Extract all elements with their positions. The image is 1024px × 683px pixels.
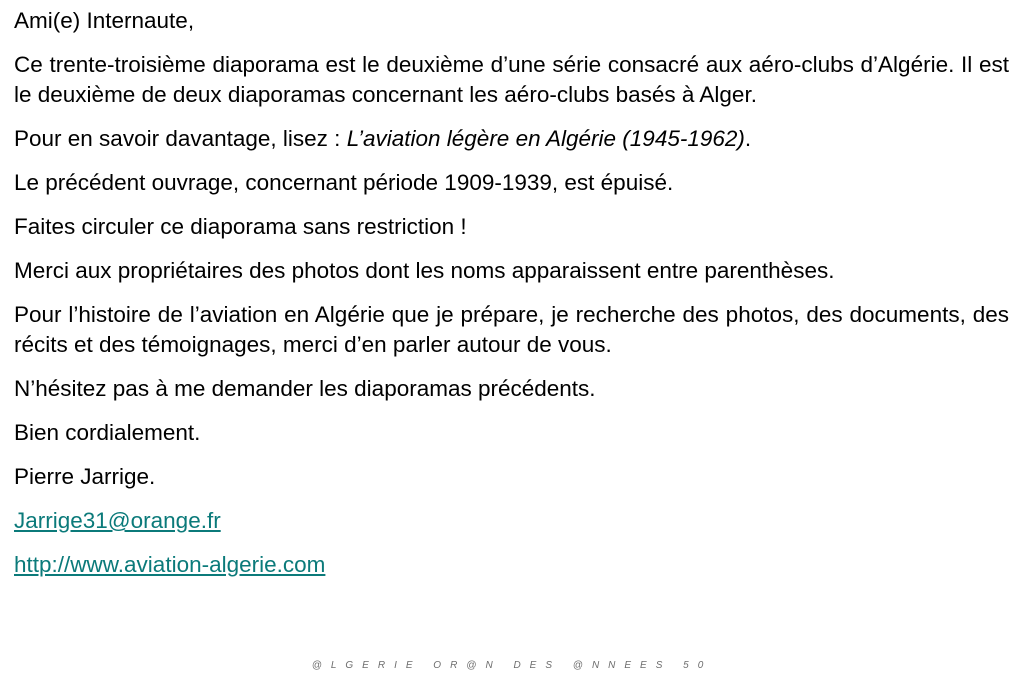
book-paragraph	[14, 124, 1009, 154]
signature: Pierre Jarrige.	[14, 464, 156, 489]
book-prefix: Pour en savoir davantage, lisez :	[14, 126, 347, 151]
website-link[interactable]: http://www.aviation-algerie.com	[14, 552, 326, 577]
footer-text: @LGERIE OR@N DES @NNEES 50	[311, 660, 713, 671]
closing: Bien cordialement.	[14, 420, 201, 445]
email-paragraph	[14, 506, 1009, 536]
share-paragraph: Faites circuler ce diaporama sans restriction !	[14, 214, 467, 239]
email-link[interactable]: Jarrige31@orange.fr	[14, 508, 221, 533]
book-title: L’aviation légère en Algérie (1945-1962)	[346, 126, 745, 151]
letter-body	[14, 6, 1009, 594]
thanks-paragraph: Merci aux propriétaires des photos dont les noms apparaissent entre parenthèses.	[14, 258, 835, 283]
greeting: Ami(e) Internaute,	[14, 8, 195, 33]
request-paragraph: N’hésitez pas à me demander les diaporamas précédents.	[14, 376, 596, 401]
book-suffix: .	[744, 126, 752, 151]
research-paragraph: Pour l’histoire de l’aviation en Algérie que je prépare, je recherche des photos, des documents, des récits et des témoignages, merci d’en parler autour de vous.	[14, 302, 1009, 357]
intro-paragraph: Ce trente-troisième diaporama est le deuxième d’une série consacré aux aéro-clubs d’Algérie. Il est le deuxième de deux diaporamas concernant les aéro-clubs basés à Alger.	[14, 52, 1009, 107]
previous-work-paragraph: Le précédent ouvrage, concernant période 1909-1939, est épuisé.	[14, 170, 674, 195]
website-paragraph	[14, 550, 1009, 580]
